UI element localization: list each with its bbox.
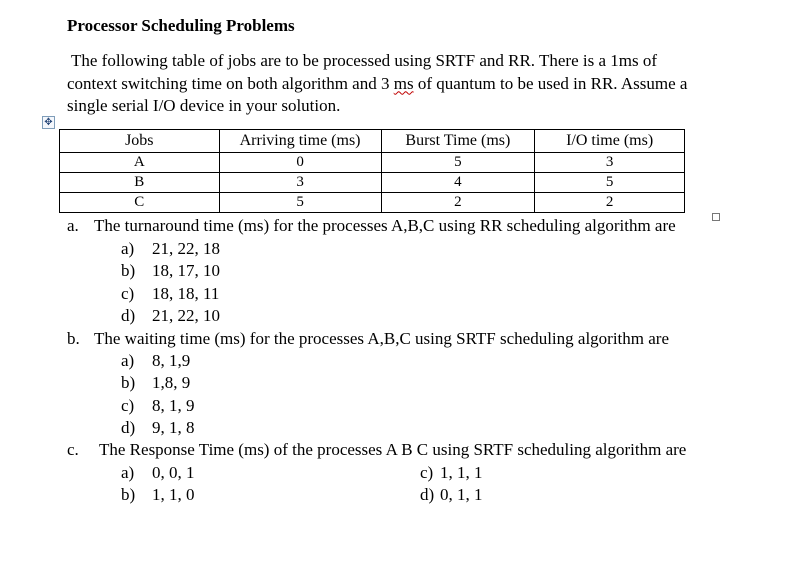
option-c-c: c) 1, 1, 1 xyxy=(420,463,483,482)
option-b-c: c) 8, 1, 9 xyxy=(121,396,195,415)
header-jobs: Jobs xyxy=(60,130,220,153)
table-resize-handle[interactable] xyxy=(712,213,720,221)
header-burst-time: Burst Time (ms) xyxy=(381,130,535,153)
intro-line-2a: context switching time on both algorithm and 3 xyxy=(67,73,394,93)
page-title: Processor Scheduling Problems xyxy=(67,16,295,35)
option-b-a: a) 8, 1,9 xyxy=(121,351,191,370)
table-row xyxy=(60,153,685,173)
question-b xyxy=(67,328,669,350)
table-move-handle-icon[interactable]: ✥ xyxy=(42,116,55,129)
intro-line-3: single serial I/O device in your solution. xyxy=(67,96,341,115)
spelling-flag: ms xyxy=(393,73,414,93)
question-marker: b. xyxy=(67,329,80,348)
table-cell: C xyxy=(60,193,220,213)
table-row xyxy=(60,193,685,213)
option-a-c: c) 18, 18, 11 xyxy=(121,284,220,303)
table-cell: 5 xyxy=(535,173,685,193)
header-io-time: I/O time (ms) xyxy=(535,130,685,153)
question-marker: a. xyxy=(67,216,79,235)
table-cell: 2 xyxy=(381,193,535,213)
question-text: The Response Time (ms) of the processes A B C using SRTF scheduling algorithm are xyxy=(99,440,687,459)
question-a xyxy=(67,215,676,237)
table-cell: B xyxy=(60,173,220,193)
table-cell: 5 xyxy=(381,153,535,173)
table-cell: 3 xyxy=(535,153,685,173)
intro-paragraph xyxy=(67,50,747,118)
header-arriving-time: Arriving time (ms) xyxy=(219,130,381,153)
table-cell: 5 xyxy=(219,193,381,213)
jobs-table xyxy=(59,129,685,213)
table-cell: 4 xyxy=(381,173,535,193)
option-c-a: a) 0, 0, 1 xyxy=(121,463,195,482)
option-c-b: b) 1, 1, 0 xyxy=(121,485,195,504)
question-text: The turnaround time (ms) for the processes A,B,C using RR scheduling algorithm are xyxy=(94,216,676,235)
option-a-b: b) 18, 17, 10 xyxy=(121,261,220,280)
table-cell: 0 xyxy=(219,153,381,173)
option-c-d: d) 0, 1, 1 xyxy=(420,485,483,504)
table-header-row xyxy=(60,130,685,153)
question-c xyxy=(67,439,686,461)
option-b-b: b) 1,8, 9 xyxy=(121,373,191,392)
table-cell: 2 xyxy=(535,193,685,213)
table-row xyxy=(60,173,685,193)
option-a-d: d) 21, 22, 10 xyxy=(121,306,220,325)
intro-line-2 xyxy=(67,73,747,96)
option-a-a: a) 21, 22, 18 xyxy=(121,239,220,258)
question-text: The waiting time (ms) for the processes A,B,C using SRTF scheduling algorithm are xyxy=(94,329,670,348)
table-cell: 3 xyxy=(219,173,381,193)
option-b-d: d) 9, 1, 8 xyxy=(121,418,195,437)
intro-line-1: The following table of jobs are to be processed using SRTF and RR. There is a 1ms of xyxy=(71,51,658,70)
question-marker: c. xyxy=(67,440,79,459)
table-cell: A xyxy=(60,153,220,173)
intro-line-2c: of quantum to be used in RR. Assume a xyxy=(413,73,688,93)
